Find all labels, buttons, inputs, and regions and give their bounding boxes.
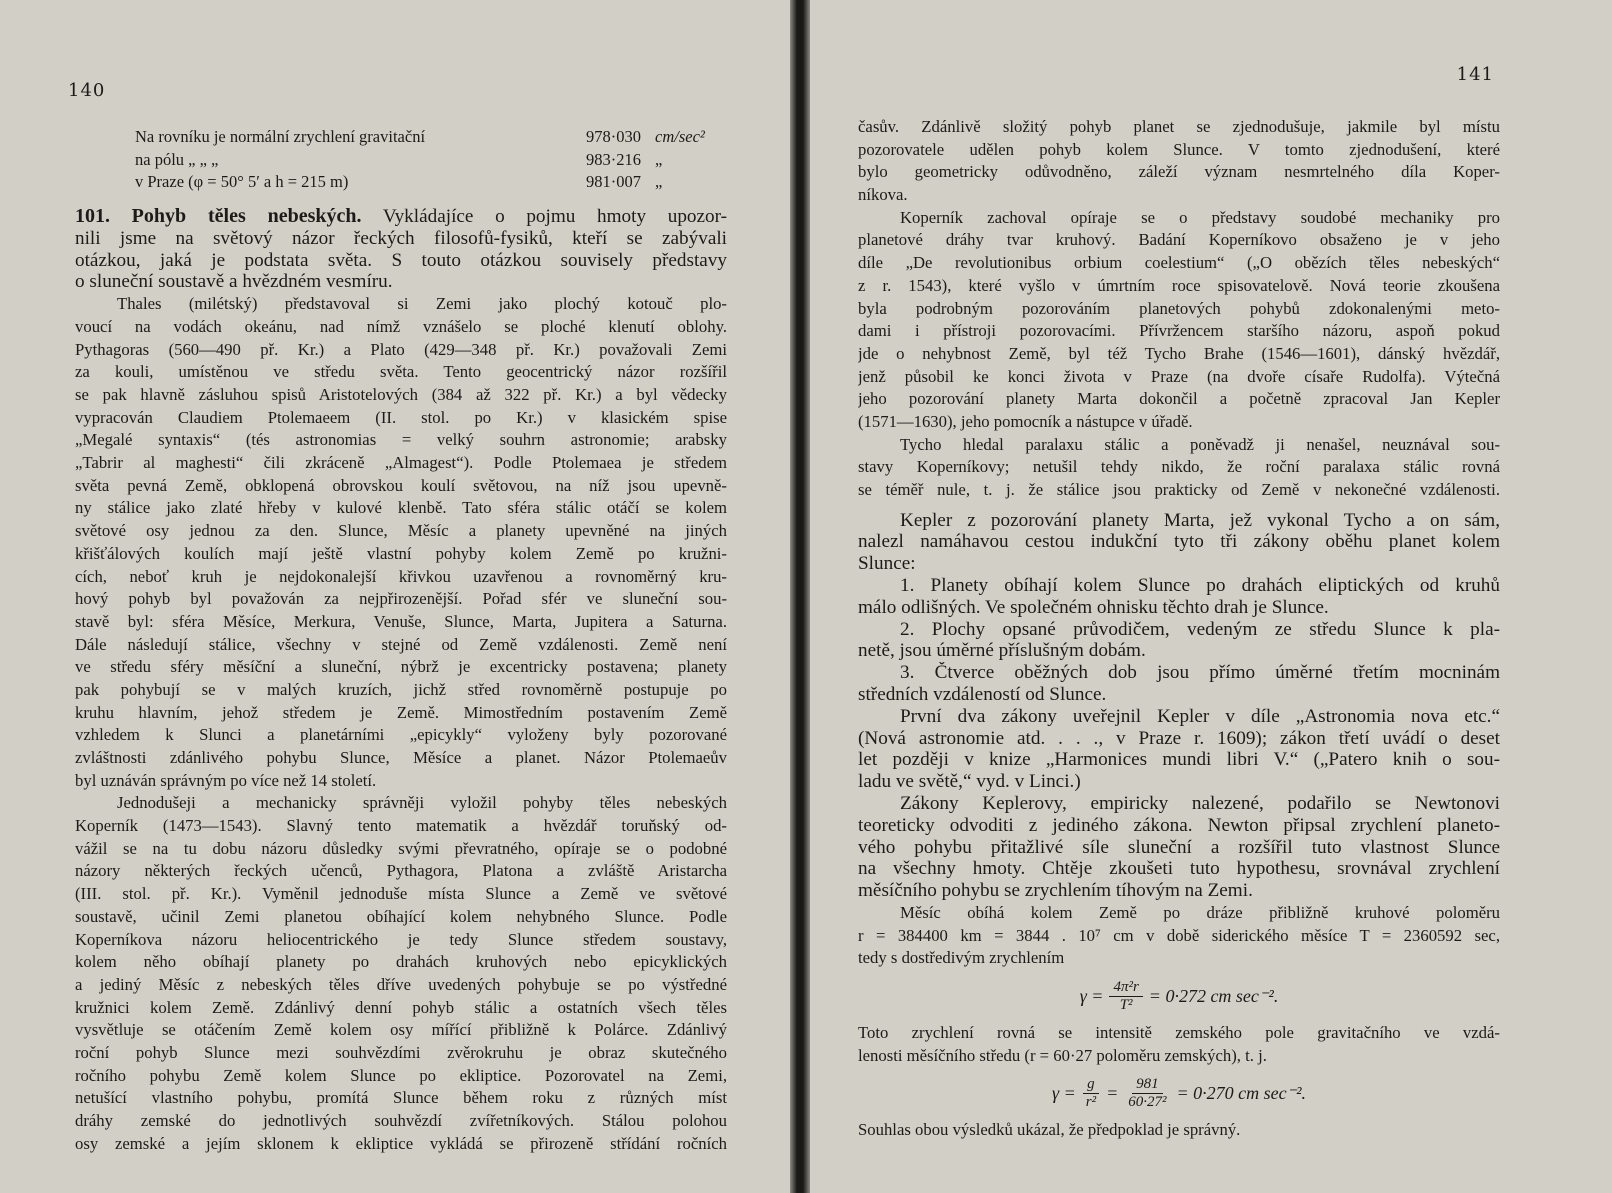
text-line: za kouli, umístěnou ve středu světa. Tento geocentrický názor rozšířil xyxy=(75,362,727,382)
page-number-right: 141 xyxy=(1456,64,1494,85)
text-line: ve středu sféry měsíční a sluneční, nýbrž je excentricky postavena; planety xyxy=(75,657,727,677)
text-line: Zákony Keplerovy, empiricky nalezené, podařilo se Newtonovi xyxy=(900,793,1500,815)
text-line: ladu ve světě,“ vyd. v Linci.) xyxy=(858,771,1081,793)
left-page xyxy=(0,0,790,1193)
text-line: byl uznáván správným po více než 14 století. xyxy=(75,770,377,790)
text-line: 1. Planety obíhají kolem Slunce po drahách eliptických od kruhů xyxy=(900,575,1500,597)
text-line: Tycho hledal paralaxu stálic a poněvadž ji nenašel, neuznával sou- xyxy=(900,434,1500,454)
formula-denominator: T² xyxy=(1119,996,1133,1013)
text-line: První dva zákony uveřejnil Kepler v díle „Astronomia nova etc.“ xyxy=(900,705,1500,727)
gravity-value: 983·216 xyxy=(586,149,641,169)
text-line: jeho pozorování planety Marta dokončil a početně zpracoval Jan Kepler xyxy=(858,389,1500,409)
formula-denominator: r² xyxy=(1085,1093,1097,1110)
text-line: kružnici kolem Země. Zdánlivý denní pohyb stálic a ostatních všech těles xyxy=(75,997,727,1017)
text-line: Toto zrychlení rovná se intensitě zemského pole gravitačního ve vzdá- xyxy=(858,1023,1500,1043)
formula-denominator: 60·27² xyxy=(1128,1093,1167,1110)
text-line: díle „De revolutionibus orbium coelestium“ („O obězích těles nebeských“ xyxy=(858,253,1500,273)
text-line: jde o nehybnost Země, byl též Tycho Brahe (1546—1601), dánský hvězdář, xyxy=(858,343,1500,363)
text-line: „Megalé syntaxis“ (tés astronomias = velký souhrn astronomie; arabsky xyxy=(75,430,727,450)
formula-lhs: γ = xyxy=(1051,1082,1076,1103)
text-line: netě, jsou úměrné příslušným dobám. xyxy=(858,640,1146,662)
text-line: 3. Čtverce oběžných dob jsou přímo úměrné třetím mocninám xyxy=(900,662,1500,684)
text-line: hový pohyb byl považován za nejpřirozenější. Pořad sfér ve sluneční sou- xyxy=(75,589,727,609)
text-line: na všechny hmoty. Chtěje zkoušeti tuto hypothesu, srovnával zrychlení xyxy=(858,858,1500,880)
gravity-value: 981·007 xyxy=(586,172,641,192)
text-line: světové osy jednou za den. Slunce, Měsíc a planety upevněné na jiných xyxy=(75,521,727,541)
text-line: (1571—1630), jeho pomocník a nástupce v úřadě. xyxy=(858,411,1193,431)
text-line: z r. 1543), které vyšlo v úmrtním roce spisovatelově. Nová teorie zkoušena xyxy=(858,275,1500,295)
text-line: křišťálových koulích mají ještě vlastní pohyby kolem Země po kružni- xyxy=(75,543,727,563)
page-number-left: 140 xyxy=(68,80,106,101)
text-line: ny stálice jako zlaté hřeby v kulové klenbě. Tato sféra stálic otáčí se kolem xyxy=(75,498,727,518)
text-line: Koperník zachoval opíraje se o představy soudobé mechaniky pro xyxy=(900,207,1500,227)
text-line: otázkou, jaká je podstata světa. S touto otázkou souvisely představy xyxy=(75,249,727,271)
section-number: 101. xyxy=(75,206,110,228)
text-line: osy zemské a jejím sklonem k ekliptice vykládá se přirozeně střídání ročních xyxy=(75,1133,727,1153)
section-heading-line xyxy=(75,206,727,228)
text-line: kolem něho obíhají planety po drahách kruhových nebo epicyklických xyxy=(75,952,727,972)
text-line: zvláštnosti zdánlivého pohybu Slunce, Měsíce a planet. Názor Ptolemaeův xyxy=(75,748,727,767)
text-line: stavy Koperníkovy; netušil tehdy nikdo, že roční paralaxa stálic rovná xyxy=(858,457,1500,477)
gravity-unit: „ xyxy=(655,149,663,169)
formula-lhs: γ = xyxy=(1079,985,1104,1006)
text-line: roční pohyb Slunce mezi souhvězdími zvěrokruhu je obraz skutečného xyxy=(75,1042,727,1062)
gravity-table xyxy=(135,126,727,194)
text-line: r = 384400 km = 3844 . 10⁷ cm v době siderického měsíce T = 2360592 sec, xyxy=(858,925,1500,945)
formula-fraction xyxy=(1109,979,1142,1014)
text-line: středních vzdáleností od Slunce. xyxy=(858,684,1107,706)
gravity-value: 978·030 xyxy=(586,127,641,146)
text-line: tedy s dostředivým zrychlením xyxy=(858,948,1065,968)
formula-gravity xyxy=(858,1067,1500,1119)
formula-rhs: = 0·270 cm sec⁻². xyxy=(1176,1082,1306,1103)
text-line: Thales (milétský) představoval si Zemi jako plochý kotouč plo- xyxy=(117,294,727,314)
text-line: světa pevná Země, obklopená obrovskou koulí světovou, na níž jsou upevně- xyxy=(75,475,727,495)
text-line: vzhledem k Slunci a planetárními „epicykly“ vyloženy byly pozorované xyxy=(75,725,727,745)
text-line: vypracován Claudiem Ptolemaeem (II. stol. po Kr.) v klasickém spise xyxy=(75,407,727,427)
text-line: netušící vlastního pohybu, promítá Slunce během roku z různých míst xyxy=(75,1088,727,1108)
formula-numerator: 981 xyxy=(1132,1076,1163,1094)
formula-equals: = xyxy=(1106,1082,1119,1103)
text-line: cích, neboť kruh je nejdokonalejší křivkou uzavřenou a rovnoměrný kru- xyxy=(75,566,727,586)
text-line: kruhu hlavním, jehož středem je Země. Mimostředním postavením Země xyxy=(75,702,727,722)
text-line: ročního pohybu Země kolem Slunce po ekliptice. Pozorovatel na Zemi, xyxy=(75,1065,727,1085)
text-line: Pythagoras (560—490 př. Kr.) a Plato (429—348 př. Kr.) považovali Zemi xyxy=(75,339,727,359)
gravity-label: v Praze (φ = 50° 5′ a h = 215 m) xyxy=(135,172,349,192)
formula-rhs: = 0·272 cm sec⁻². xyxy=(1148,985,1279,1006)
text-line: Měsíc obíhá kolem Země po dráze přibližně kruhové poloměru xyxy=(900,903,1500,923)
text-line: měsíčního pohybu se zrychlením tíhovým na Zemi. xyxy=(858,880,1253,902)
right-page xyxy=(810,0,1612,1193)
book-gutter xyxy=(790,0,810,1193)
text-line: pozorovatele udělen pohyb kolem Slunce. V tomto zjednodušení, které xyxy=(858,139,1500,159)
text-line: Jednodušeji a mechanicky správněji vyložil pohyby těles nebeských xyxy=(117,793,727,813)
closing-line: Souhlas obou výsledků ukázal, že předpoklad je správný. xyxy=(858,1120,1241,1140)
text-line: o sluneční soustavě a hvězdném vesmíru. xyxy=(75,271,393,293)
text-line: (III. stol. př. Kr.). Vyměnil jednoduše místa Slunce a Země ve světové xyxy=(75,884,727,904)
text-line: byla podrobným pozorováním planetových pohybů zdokonalenými meto- xyxy=(858,298,1500,318)
text-line: teoreticky odvoditi z jediného zákona. Newton připsal zrychlení planeto- xyxy=(858,814,1500,836)
text-line: a jediný Měsíc z nebeských těles dříve uvedených pohybuje se po výstředné xyxy=(75,974,727,994)
text-line: (Nová astronomie atd. . . ., v Praze r. 1609); zákon třetí uvádí o deset xyxy=(858,727,1500,749)
formula-centripetal xyxy=(858,970,1500,1022)
formula-numerator: g xyxy=(1083,1076,1099,1094)
text-line: let později v knize „Harmonices mundi libri V.“ („Patero knih o sou- xyxy=(858,749,1500,771)
text-line: Dále následují stálice, všechny v stejné od Země vzdálenosti. Země není xyxy=(75,634,727,654)
text-line: Slunce: xyxy=(858,553,916,575)
formula-fraction xyxy=(1124,1076,1170,1111)
text-line: se téměř nule, t. j. že stálice jsou prakticky od Země v nekonečné vzdálenosti. xyxy=(858,480,1500,499)
text-line: 2. Plochy opsané průvodičem, vedeným ze středu Slunce k pla- xyxy=(900,618,1500,640)
text-line: soustavě, učinil Zemi planetou obíhající kolem nehybného Slunce. Podle xyxy=(75,906,727,926)
text-line: málo odlišných. Ve společném ohnisku těchto drah je Slunce. xyxy=(858,596,1329,618)
left-page-text xyxy=(75,126,727,1155)
text-line: Kepler z pozorování planety Marta, jež vykonal Tycho a on sám, xyxy=(900,509,1500,531)
text-line: voucí na vodách okeánu, nad nímž vznášelo se ploché klenutí oblohy. xyxy=(75,316,727,336)
text-line: časův. Zdánlivě složitý pohyb planet se zjednodušuje, jakmile byl místu xyxy=(858,117,1500,136)
text-line: „Tabrir al maghesti“ čili zkráceně „Almagest“). Podle Ptolemaea je středem xyxy=(75,453,727,473)
right-page-text xyxy=(858,116,1500,1142)
text-line: Koperník (1473—1543). Slavný tento matematik a hvězdář toruňský od- xyxy=(75,816,727,836)
section-title: Pohyb těles nebeských. xyxy=(131,206,362,228)
formula-numerator: 4π²r xyxy=(1109,979,1142,997)
text-line: lenosti měsíčního středu (r = 60·27 poloměru zemských), t. j. xyxy=(858,1045,1267,1065)
text-line: názory některých řeckých učenců, Pythagora, Platona a zvláště Aristarcha xyxy=(75,861,727,881)
text-line: dráhy zemské do jednotlivých souhvězdí zvířetníkových. Stálou polohou xyxy=(75,1111,727,1130)
text-line: Vykládajíce o pojmu hmoty upozor- xyxy=(382,206,727,228)
text-line: pak pohybují se v malých kruzích, jichž střed rovnoměrně postupuje po xyxy=(75,679,727,699)
gravity-unit: cm/sec² xyxy=(655,127,705,146)
text-line: vážil se na tu dobu názoru důsledky svými převratného, opíraje se o podobné xyxy=(75,838,727,858)
gravity-label: Na rovníku je normální zrychlení gravitační xyxy=(135,127,426,146)
text-line: vého pohybu přitažlivé síle sluneční a rozšířil tuto vlastnost Slunce xyxy=(858,836,1500,858)
text-line: nalezl namáhavou cestou indukční tyto tři zákony oběhu planet kolem xyxy=(858,531,1500,553)
text-line: níkova. xyxy=(858,185,908,205)
gravity-unit: „ xyxy=(655,172,663,192)
gravity-label: na pólu „ „ „ xyxy=(135,149,219,169)
text-line: se pak hlavně zásluhou spisů Aristotelových (384 až 322 př. Kr.) a byl vědecky xyxy=(75,385,727,404)
text-line: vysvětluje se otáčením Země kolem osy mířící přibližně k Polárce. Zdánlivý xyxy=(75,1020,727,1040)
text-line: bylo geometricky odůvodněno, záleží význam nesmrtelného díla Koper- xyxy=(858,162,1500,182)
text-line: nili jsme na světový názor řeckých filosofů-fysiků, kteří se zabývali xyxy=(75,227,727,249)
text-line: dami i přístroji pozorovacími. Přívržencem staršího názoru, aspoň pokud xyxy=(858,321,1500,341)
text-line: jenž působil ke konci života v Praze (na dvoře císaře Rudolfa). Výtečná xyxy=(858,366,1500,386)
text-line: stavě byl: sféra Měsíce, Merkura, Venuše, Slunce, Marta, Jupitera a Saturna. xyxy=(75,611,727,631)
text-line: planetové dráhy tvar kruhový. Badání Koperníkovo obsaženo je v jeho xyxy=(858,230,1500,250)
text-line: Koperníkova názoru heliocentrického je tedy Slunce středem soustavy, xyxy=(75,929,727,949)
formula-fraction xyxy=(1082,1076,1100,1111)
